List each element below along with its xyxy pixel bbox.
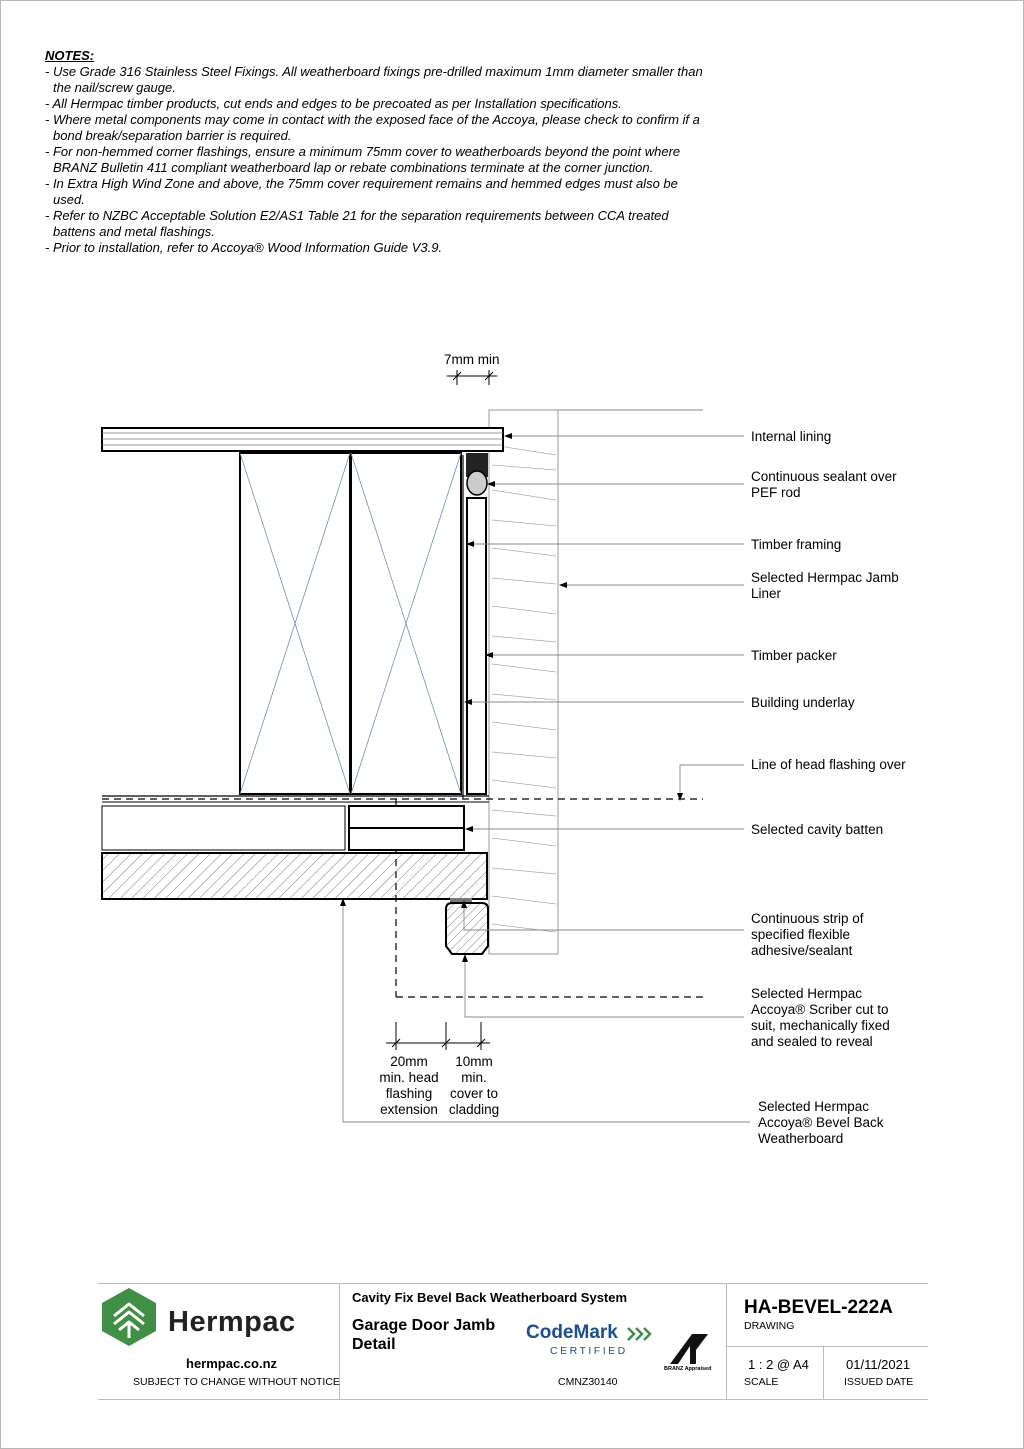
- svg-text:extension: extension: [380, 1102, 438, 1117]
- issued-date: 01/11/2021: [846, 1357, 911, 1372]
- scriber: [446, 903, 488, 954]
- divider: [823, 1346, 824, 1399]
- scale-value: 1 : 2 @ A4: [748, 1357, 809, 1372]
- note-item: - All Hermpac timber products, cut ends and edges to be precoated as per Installation specifications.: [45, 96, 622, 111]
- svg-text:Weatherboard: Weatherboard: [758, 1131, 844, 1146]
- svg-text:specified flexible: specified flexible: [751, 927, 851, 942]
- jamb-liner: [489, 410, 558, 954]
- label-weatherboard: [758, 1099, 884, 1146]
- note-item: - Use Grade 316 Stainless Steel Fixings. All weatherboard fixings pre-drilled maximum 1mm diameter smaller than the nail/screw gauge.: [45, 64, 703, 95]
- dimension-head-flashing-label: [379, 1054, 438, 1117]
- svg-text:10mm: 10mm: [455, 1054, 493, 1069]
- dimension-gap-label: 7mm min: [444, 352, 500, 367]
- label-adhesive: [751, 911, 864, 958]
- disclaimer: SUBJECT TO CHANGE WITHOUT NOTICE: [133, 1376, 340, 1388]
- dimension-bottom: [386, 1022, 490, 1050]
- label-timber-framing: Timber framing: [751, 537, 842, 552]
- note-item: - For non-hemmed corner flashings, ensure a minimum 75mm cover to weatherboards beyond the point where BRANZ Bulletin 411 compliant weatherboard lap or rebate combinations terminate at the corner junction.: [45, 144, 681, 175]
- dimension-gap: [447, 370, 497, 385]
- dimension-cover-label: [449, 1054, 499, 1117]
- svg-text:Selected Hermpac: Selected Hermpac: [758, 1099, 870, 1114]
- note-item: - Prior to installation, refer to Accoya® Wood Information Guide V3.9.: [45, 240, 443, 255]
- svg-text:flashing: flashing: [385, 1086, 433, 1101]
- scale-caption: SCALE: [744, 1376, 779, 1388]
- timber-packer: [467, 498, 486, 794]
- sealant-pef-rod: [466, 453, 488, 495]
- divider: [726, 1346, 928, 1347]
- brand-name: Hermpac: [168, 1306, 296, 1338]
- label-timber-packer: Timber packer: [751, 648, 837, 663]
- svg-text:Accoya® Bevel Back: Accoya® Bevel Back: [758, 1115, 884, 1130]
- weatherboard: [102, 853, 487, 899]
- drawing-number: HA-BEVEL-222A: [744, 1297, 893, 1318]
- label-scriber: [751, 986, 890, 1049]
- codemark-logo: CodeMark: [526, 1322, 618, 1343]
- internal-lining: [102, 428, 503, 451]
- notes-title: NOTES:: [45, 48, 95, 63]
- divider: [726, 1284, 727, 1399]
- svg-text:min.: min.: [461, 1070, 487, 1085]
- svg-text:Continuous sealant over: Continuous sealant over: [751, 469, 897, 484]
- drawing-caption: DRAWING: [744, 1320, 795, 1332]
- svg-text:Selected Hermpac: Selected Hermpac: [751, 986, 863, 1001]
- svg-text:min. head: min. head: [379, 1070, 439, 1085]
- svg-text:20mm: 20mm: [390, 1054, 428, 1069]
- note-item: - Where metal components may come in contact with the exposed face of the Accoya, please check to confirm if a bond break/separation barrier is required.: [45, 112, 700, 143]
- hermpac-logo-icon: [98, 1286, 160, 1348]
- note-item: - In Extra High Wind Zone and above, the 75mm cover requirement remains and hemmed edges must also be used.: [45, 176, 678, 207]
- svg-text:Continuous strip of: Continuous strip of: [751, 911, 864, 926]
- codemark-id: CMNZ30140: [558, 1376, 618, 1388]
- drawing-title: Garage Door Jamb Detail: [352, 1317, 496, 1353]
- issued-date-caption: ISSUED DATE: [844, 1376, 914, 1388]
- label-sealant: [751, 469, 897, 500]
- note-item: - Refer to NZBC Acceptable Solution E2/AS1 Table 21 for the separation requirements between CCA treated battens and metal flashings.: [45, 208, 669, 239]
- svg-text:Accoya® Scriber cut to: Accoya® Scriber cut to: [751, 1002, 889, 1017]
- svg-text:Liner: Liner: [751, 586, 782, 601]
- svg-text:PEF rod: PEF rod: [751, 485, 801, 500]
- codemark-certified: CERTIFIED: [550, 1345, 628, 1357]
- svg-text:suit, mechanically fixed: suit, mechanically fixed: [751, 1018, 890, 1033]
- svg-text:and sealed to reveal: and sealed to reveal: [751, 1034, 873, 1049]
- system-title: Cavity Fix Bevel Back Weatherboard System: [352, 1290, 628, 1305]
- svg-text:Selected Hermpac Jamb: Selected Hermpac Jamb: [751, 570, 899, 585]
- branz-caption: BRANZ Appraised: [664, 1366, 712, 1372]
- svg-text:cladding: cladding: [448, 1102, 500, 1117]
- svg-text:adhesive/sealant: adhesive/sealant: [751, 943, 853, 958]
- cavity-batten: [102, 806, 464, 850]
- label-cavity-batten: Selected cavity batten: [751, 822, 884, 837]
- branz-logo-icon: [666, 1330, 710, 1366]
- label-jamb-liner: [751, 570, 899, 601]
- svg-text:cover to: cover to: [449, 1086, 499, 1101]
- website-link[interactable]: hermpac.co.nz: [186, 1356, 278, 1371]
- codemark-chevron-icon: [626, 1326, 652, 1342]
- label-head-flashing: Line of head flashing over: [751, 757, 906, 772]
- label-building-underlay: Building underlay: [751, 695, 855, 710]
- label-internal-lining: Internal lining: [751, 429, 832, 444]
- title-block: [98, 1283, 928, 1400]
- timber-framing: [240, 453, 461, 794]
